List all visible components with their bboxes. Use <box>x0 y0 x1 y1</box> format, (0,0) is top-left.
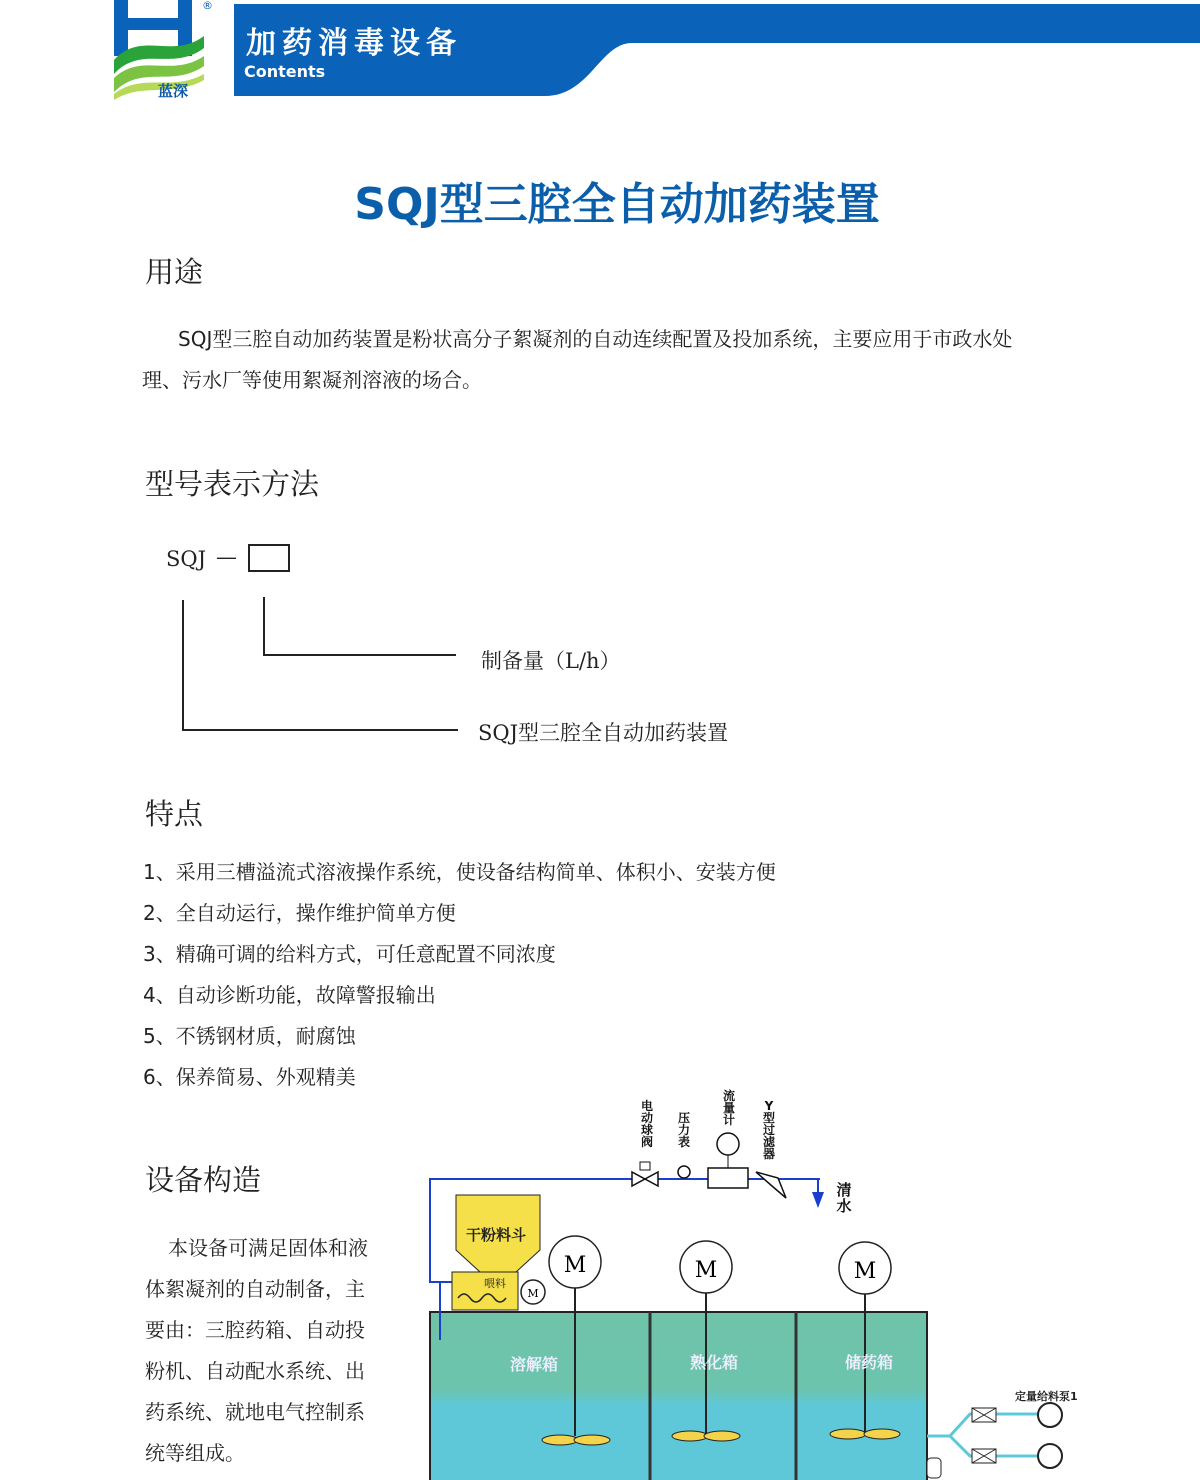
dosing-pump-icon <box>1038 1444 1062 1468</box>
mixer-motor-label: M <box>853 1259 877 1284</box>
logo-text: 蓝深 <box>158 82 189 100</box>
pump1-label: 定量给料泵1 <box>1015 1390 1078 1403</box>
feature-item: 1、采用三槽溢流式溶液操作系统，使设备结构简单、体积小、安装方便 <box>143 860 776 884</box>
impeller <box>574 1435 610 1445</box>
feature-item: 4、自动诊断功能，故障警报输出 <box>143 983 436 1007</box>
impeller <box>864 1429 900 1439</box>
features-heading: 特点 <box>145 797 204 831</box>
usage-heading: 用途 <box>145 255 204 289</box>
feeder-label: 喂料 <box>484 1277 506 1290</box>
feature-item: 2、全自动运行，操作维护简单方便 <box>143 901 456 925</box>
pressure-gauge-icon <box>678 1166 690 1178</box>
construction-line: 粉机、自动配水系统、出 <box>145 1359 365 1383</box>
impeller <box>704 1431 740 1441</box>
type-label: SQJ型三腔全自动加药装置 <box>478 721 729 745</box>
construction-heading: 设备构造 <box>145 1163 262 1197</box>
tank2-label: 熟化箱 <box>690 1353 739 1372</box>
model-heading: 型号表示方法 <box>145 467 320 501</box>
construction-line: 本设备可满足固体和液 <box>168 1236 368 1260</box>
pressure-gauge-label: 压力表 <box>677 1111 690 1149</box>
impeller <box>830 1429 866 1439</box>
usage-line-2: 理、污水厂等使用絮凝剂溶液的场合。 <box>142 368 482 392</box>
model-dash: — <box>216 545 237 569</box>
dosing-pump-icon <box>1038 1403 1062 1427</box>
y-filter-label: Y型过滤器 <box>762 1099 775 1161</box>
mixer-motor-label: M <box>563 1253 587 1278</box>
impeller <box>672 1431 708 1441</box>
construction-line: 要由：三腔药箱、自动投 <box>145 1318 365 1342</box>
ball-valve-label: 电动球阀 <box>640 1099 653 1149</box>
registered-mark: ® <box>202 0 213 12</box>
ball-valve-icon <box>632 1172 658 1186</box>
tank1-label: 溶解箱 <box>510 1355 559 1374</box>
construction-line: 体絮凝剂的自动制备，主 <box>145 1277 365 1301</box>
feature-item: 5、不锈钢材质，耐腐蚀 <box>143 1024 356 1048</box>
flowmeter-icon <box>708 1168 748 1188</box>
mixer-motor-label: M <box>694 1258 718 1283</box>
tank3-label: 储药箱 <box>845 1353 894 1372</box>
hopper-label: 干粉料斗 <box>466 1226 527 1244</box>
construction-line: 统等组成。 <box>145 1441 245 1465</box>
model-prefix: SQJ <box>166 547 207 571</box>
header-title: 加药消毒设备 <box>246 26 462 61</box>
tank-body <box>430 1312 927 1480</box>
y-filter-icon <box>756 1172 786 1198</box>
clean-water-label: 清水 <box>836 1181 852 1215</box>
feeder-motor-label: M <box>527 1287 539 1300</box>
page-title: SQJ型三腔全自动加药装置 <box>354 179 880 230</box>
capacity-label: 制备量（L/h） <box>481 649 621 673</box>
impeller <box>542 1435 578 1445</box>
feature-item: 3、精确可调的给料方式，可任意配置不同浓度 <box>143 942 556 966</box>
header-subtitle: Contents <box>244 62 326 81</box>
construction-line: 药系统、就地电气控制系 <box>145 1400 365 1424</box>
usage-line-1: SQJ型三腔自动加药装置是粉状高分子絮凝剂的自动连续配置及投加系统，主要应用于市政水处 <box>178 327 1013 351</box>
flowmeter-label: 流量计 <box>722 1089 735 1127</box>
feature-item: 6、保养简易、外观精美 <box>143 1065 356 1089</box>
